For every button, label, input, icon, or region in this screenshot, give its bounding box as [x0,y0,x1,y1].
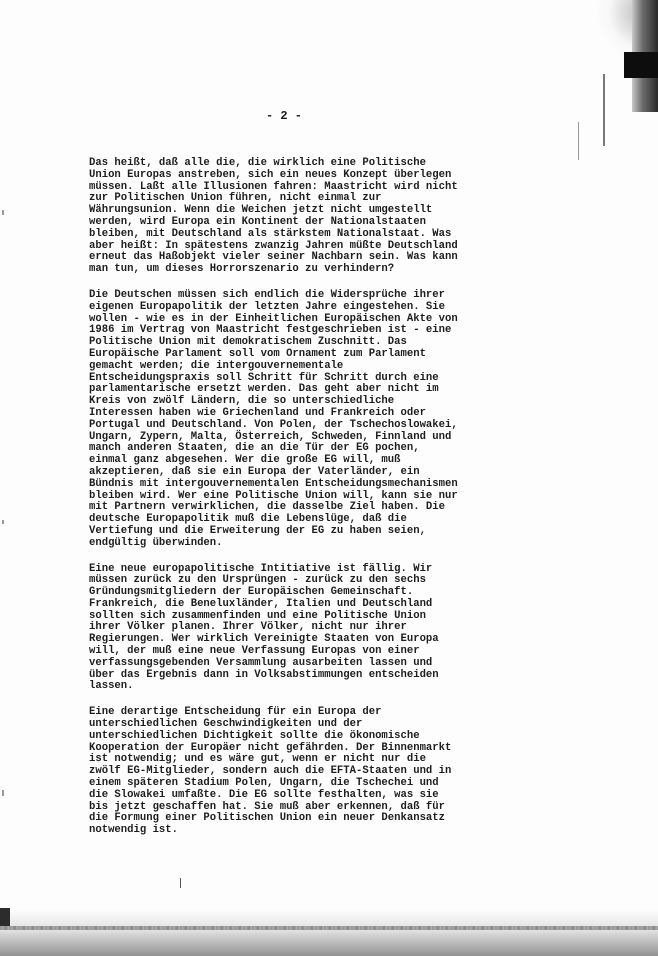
scan-artifact-left-speck [2,520,4,524]
paragraph-2: Die Deutschen müssen sich endlich die Widersprüche ihrer eigenen Europapolitik der letzten Jahre eingestehen. Sie wollen - wie es in der Einheitlichen Europäischen Akte von 1986 im Vertrag von Maastricht festgeschrieben ist - eine Politische Union mit demokratischem Zuschnitt. Das Europäische Parlament soll vom Ornament zum Parlament gemacht werden; die intergouvernementale Entscheidungspraxis soll Schritt für Schritt durch eine parlamentarische ersetzt werden. Das geht aber nicht im Kreis von zwölf Ländern, die so unterschiedliche Interessen haben wie Griechenland und Frankreich oder Portugal und Deutschland. Von Polen, der Tschechoslowakei, Ungarn, Zypern, Malta, Österreich, Schweden, Finnland und manch anderen Staaten, die an die Tür der EG pochen, einmal ganz abgesehen. Wer die große EG will, muß akzeptieren, daß sie ein Europa der Vaterländer, ein Bündnis mit intergouvernementalen Entscheidungsmechanismen bleiben wird. Wer eine Politische Union will, kann sie nur mit Partnern verwirklichen, die dasselbe Ziel haben. Die deutsche Europapolitik muß die Lebenslüge, daß die Vertiefung und die Erweiterung der EG zu haben seien, endgültig überwinden. [89,288,458,549]
scan-artifact-right-block [624,52,658,78]
scan-artifact-stray-mark [180,878,181,888]
page-number: - 2 - [266,109,303,123]
body-text [89,158,609,851]
scan-artifact-bottom-line [0,926,658,930]
scan-artifact-bottom-left-corner [0,908,10,926]
scan-artifact-vertical-line [603,74,605,146]
paragraph-1: Das heißt, daß alle die, die wirklich eine Politische Union Europas anstreben, sich ein neues Konzept überlegen müssen. Laßt alle Illusionen fahren: Maastricht wird nicht zur Politischen Union führen, nicht einmal zur Währungsunion. Wenn die Weichen jetzt nicht umgestellt werden, wird Europa ein Kontinent der Nationalstaaten bleiben, mit Deutschland als stärkstem Nationalstaat. Was aber heißt: In spätestens zwanzig Jahren müßte Deutschland erneut das Haßobjekt vieler seiner Nachbarn sein. Was kann man tun, um dieses Horrorszenario zu verhindern? [89,157,458,276]
scan-artifact-left-speck [2,210,4,215]
paragraph-4: Eine derartige Entscheidung für ein Europa der unterschiedlichen Geschwindigkeiten und der unterschiedlichen Dichtigkeit sollte die ökonomische Kooperation der Europäer nicht gefährden. Der Binnenmarkt ist notwendig; und es wäre gut, wenn er nicht nur die zwölf EG-Mitglieder, sondern auch die EFTA-Staaten und in einem späteren Stadium Polen, Ungarn, die Tschechei und die Slowakei umfaßte. Die EG sollte festhalten, was sie bis jetzt geschaffen hat. Sie muß aber erkennen, daß für die Formung einer Politischen Union ein neuer Denkansatz notwendig ist. [89,706,452,837]
scan-artifact-vertical-line-small [578,122,579,160]
paragraph-3: Eine neue europapolitische Intitiative ist fällig. Wir müssen zurück zu den Ursprüngen - zurück zu den sechs Gründungsmitgliedern der Europäischen Gemeinschaft. Frankreich, die Beneluxländer, Italien und Deutschland sollten sich zusammenfinden und eine Politische Union ihrer Völker planen. Ihrer Völker, nicht nur ihrer Regierungen. Wer wirklich Vereinigte Staaten von Europa will, der muß eine neue Verfassung Europas von einer verfassungsgebenden Versammlung ausarbeiten lassen und über das Ergebnis dann in Volksabstimmungen entscheiden lassen. [89,562,439,693]
scan-artifact-left-speck [2,790,4,796]
scan-artifact-bottom-edge [0,910,658,956]
